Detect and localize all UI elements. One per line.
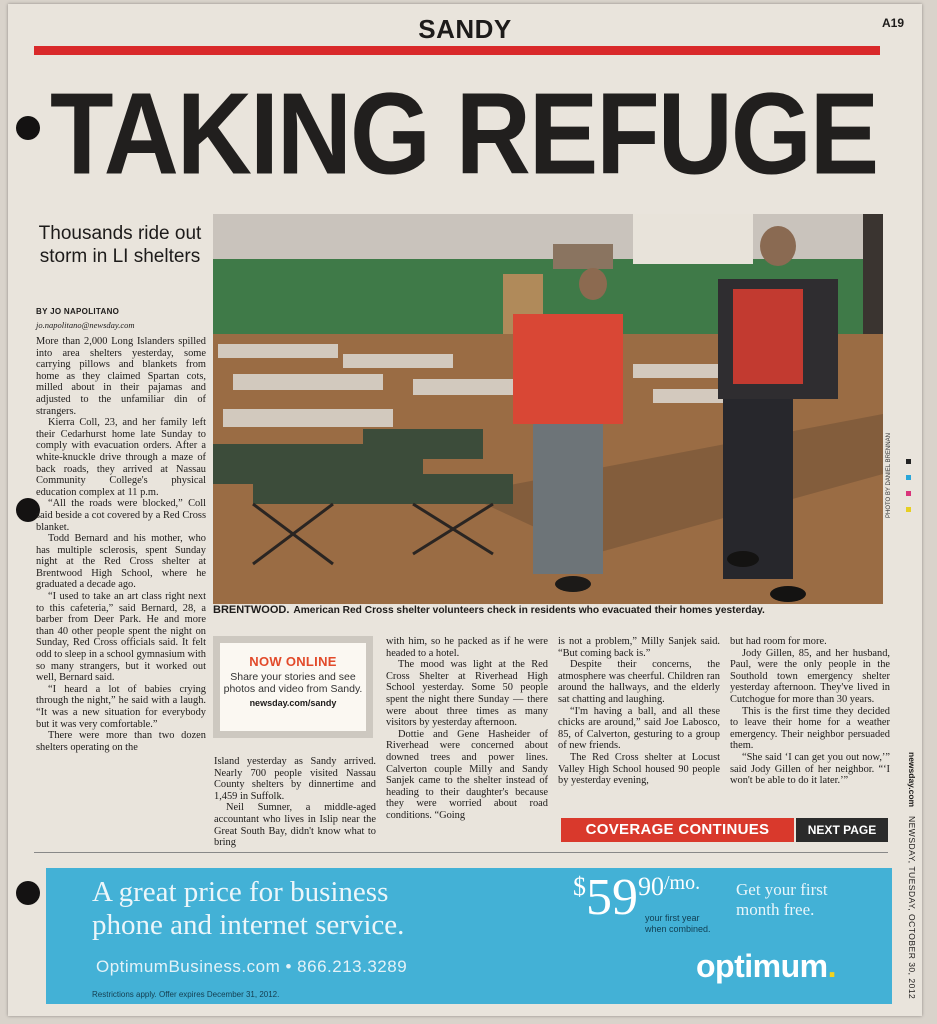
sidebar-website: newsday.com [907, 752, 917, 808]
article-paragraph: There were more than two dozen shelters operating on the [36, 730, 206, 753]
photo-credit: PHOTO BY DANIEL BRENNAN [886, 433, 892, 518]
article-paragraph: “I used to take an art class right next to this cafeteria,” said Bernard, 28, a barber from Deer Park. He and more than 40 other people spent the night on Sunday, Red Cross officials said. It felt odd to sleep in a school gymnasium with so many strangers, but it worked out well, Bernard said. [36, 591, 206, 684]
ad-price: $5990/mo. [573, 869, 701, 926]
optimum-advertisement[interactable] [46, 868, 892, 1004]
article-paragraph: “All the roads were blocked,” Coll said beside a cot covered by a Red Cross blanket. [36, 498, 206, 533]
article-column-2 [214, 756, 376, 849]
article-paragraph: The mood was light at the Red Cross Shelter at Riverhead High School yesterday. Some 50 people spent the night there Sunday — there were about three times as many visitors by yesterday afternoon. [386, 659, 548, 729]
registration-mark [906, 475, 911, 480]
article-paragraph: Despite their concerns, the atmosphere was cheerful. Children ran around the hallways, and the elderly sat chatting and laughing. [558, 659, 720, 705]
article-paragraph: but had room for more. [730, 636, 827, 647]
shelter-photo-illustration [213, 214, 883, 604]
registration-mark [906, 507, 911, 512]
optimum-logo: optimum. [696, 948, 836, 984]
divider [34, 852, 888, 853]
newspaper-page [8, 4, 922, 1016]
registration-mark [906, 491, 911, 496]
article-paragraph: Island yesterday as Sandy arrived. Nearly 700 people visited Nassau County shelters by dinnertime and 1,459 in Suffolk. [214, 756, 376, 802]
promo-title: NOW ONLINE [249, 654, 337, 669]
article-paragraph: Dottie and Gene Hasheider of Riverhead were concerned about downed trees and power lines. Calverton couple Milly and Sandy Sanjek came to the shelter instead of heading to their daughter's because they were worried about road conditions. “Going [386, 728, 548, 821]
sidebar-folio: NEWSDAY, TUESDAY, OCTOBER 30, 2012 [907, 816, 917, 1000]
article-paragraph: Jody Gillen, 85, and her husband, Paul, were the only people in the Southold town emergency shelter yesterday afternoon. They've lived in Cutchogue for more than 30 years. [730, 647, 890, 705]
caption-text: American Red Cross shelter volunteers check in residents who evacuated their homes yesterday. [293, 605, 765, 616]
article-column-5 [730, 636, 890, 787]
article-paragraph: “She said ‘I can get you out now,’” said Jody Gillen of her neighbor. “‘I won't be able to do it later.’” [730, 751, 890, 787]
ad-headline: A great price for business phone and internet service. [92, 876, 405, 941]
article-column-3 [386, 636, 548, 822]
photo-caption [213, 604, 893, 616]
headline: TAKING REFUGE [50, 69, 878, 200]
ad-offer: Get your first month free. [736, 880, 828, 919]
shelter-photo [213, 214, 883, 604]
article-paragraph: Neil Sumner, a middle-aged accountant who lives in Islip near the Great South Bay, didn't know what to bring [214, 802, 376, 849]
deck: Thousands ride out storm in LI shelters [38, 223, 202, 267]
binder-hole [16, 116, 40, 140]
page-number: A19 [881, 16, 904, 30]
ad-contact[interactable]: OptimumBusiness.com • 866.213.3289 [96, 957, 408, 976]
article-paragraph: is not a problem,” Milly Sanjek said. “But coming back is.” [558, 636, 720, 659]
ad-price-note: your first year when combined. [645, 913, 711, 934]
article-paragraph: Todd Bernard and his mother, who has multiple sclerosis, spent Sunday night at the Red Cross shelter at Brentwood High School, where he graduated a decade ago. [36, 533, 206, 591]
byline: BY JO NAPOLITANO [36, 307, 120, 316]
caption-location: BRENTWOOD. [213, 604, 290, 616]
promo-body: Share your stories and see photos and video from Sandy. [223, 671, 363, 695]
next-page-label[interactable]: NEXT PAGE [796, 818, 888, 842]
registration-mark [906, 459, 911, 464]
article-paragraph: More than 2,000 Long Islanders spilled into area shelters yesterday, some carrying pillows and blankets from home as they claimed Spartan cots, milled about in their pajamas and adjusted to the unfamiliar din of strangers. [36, 336, 206, 417]
article-column-4 [558, 636, 720, 787]
online-promo-box[interactable] [213, 636, 373, 738]
ad-fine-print: Restrictions apply. Offer expires December 31, 2012. [92, 990, 280, 999]
article-column-1 [36, 336, 206, 753]
article-paragraph: The Red Cross shelter at Locust Valley High School housed 90 people by yesterday evening, [558, 751, 720, 787]
article-paragraph: with him, so he packed as if he were headed to a hotel. [386, 636, 548, 659]
article-paragraph: Kierra Coll, 23, and her family left their Cedarhurst home late Sunday to comply with evacuation orders. After a white-knuckle drive through a maze of back roads, they arrived at Nassau Community College's physical education complex at 11 p.m. [36, 417, 206, 498]
article-paragraph: This is the first time they decided to leave their home for a weather emergency. Their neighbor persuaded them. [730, 705, 890, 752]
byline-email: jo.napolitano@newsday.com [36, 320, 135, 330]
coverage-continues-banner: COVERAGE CONTINUES [561, 818, 794, 842]
article-paragraph: “I heard a lot of babies crying through the night,” he said with a laugh. “It was a new situation for everybody but it was very comfortable.” [36, 683, 206, 730]
promo-link[interactable]: newsday.com/sandy [249, 698, 337, 708]
binder-hole [16, 881, 40, 905]
article-paragraph: “I'm having a ball, and all these chicks are around,” said Joe Labosco, 85, of Calverton, gesturing to a group of new friends. [558, 705, 720, 752]
section-title: SANDY [418, 14, 512, 44]
header-red-bar [34, 46, 880, 55]
